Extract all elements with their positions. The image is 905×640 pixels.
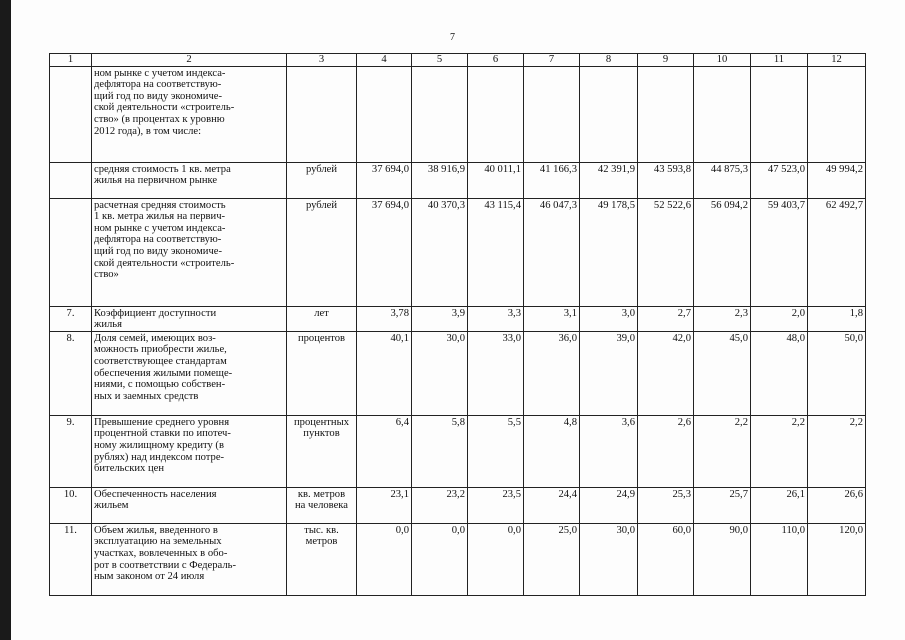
value-cell: 30,0 [412,331,468,415]
column-number-cell: 7 [524,54,580,67]
value-cell: 25,3 [638,487,694,523]
unit-of-measure [287,523,357,595]
description-line: ных и заемных средств [94,390,199,402]
column-number-cell: 10 [694,54,751,67]
value-cell: 1,8 [808,306,866,331]
column-number-cell: 3 [287,54,357,67]
value-cell: 2,6 [638,415,694,487]
value-cell: 3,3 [468,306,524,331]
value-cell: 30,0 [580,523,638,595]
value-cell: 59 403,7 [751,198,808,306]
value-cell: 49 178,5 [580,198,638,306]
unit-line: кв. метров [297,488,346,500]
value-cell [412,66,468,162]
indicator-description [92,306,287,331]
value-cell: 3,0 [580,306,638,331]
value-cell [468,66,524,162]
description-line: соответствующее стандартам [94,355,227,367]
column-number-cell: 12 [808,54,866,67]
value-cell: 23,5 [468,487,524,523]
scan-binding-edge [0,0,11,640]
unit-line: метров [305,536,338,548]
indicator-description [92,66,287,162]
unit-line: рублей [305,199,338,211]
description-line: 2012 года), в том числе: [94,125,202,137]
value-cell [638,66,694,162]
description-line: щий год по виду экономиче- [94,245,223,257]
unit-of-measure [287,198,357,306]
value-cell: 110,0 [751,523,808,595]
table-row [50,487,866,523]
indicator-description [92,487,287,523]
unit-of-measure [287,66,357,162]
value-cell: 45,0 [694,331,751,415]
value-cell: 24,4 [524,487,580,523]
value-cell: 42,0 [638,331,694,415]
value-cell: 3,1 [524,306,580,331]
header-row [50,54,866,67]
description-line: ным законом от 24 июля [94,571,205,583]
row-number: 9. [50,415,92,487]
value-cell: 38 916,9 [412,162,468,198]
value-cell: 25,7 [694,487,751,523]
description-line: ном рынке с учетом индекса- [94,67,226,79]
value-cell: 47 523,0 [751,162,808,198]
value-cell: 42 391,9 [580,162,638,198]
description-line: ской деятельности «строитель- [94,102,235,114]
description-line: ство» (в процентах к уровню [94,113,225,125]
row-number [50,198,92,306]
value-cell [580,66,638,162]
row-number: 7. [50,306,92,331]
description-line: 1 кв. метра жилья на первич- [94,211,226,223]
value-cell: 5,5 [468,415,524,487]
unit-of-measure [287,487,357,523]
description-line: Доля семей, имеющих воз- [94,332,216,344]
value-cell: 0,0 [357,523,412,595]
value-cell: 43 115,4 [468,198,524,306]
row-number: 11. [50,523,92,595]
unit-line: процентных [293,416,350,428]
value-cell: 2,2 [694,415,751,487]
value-cell [357,66,412,162]
description-line: можность приобрести жилье, [94,344,227,356]
description-line: ном рынке с учетом индекса- [94,222,226,234]
indicator-description [92,331,287,415]
value-cell: 26,1 [751,487,808,523]
table-row [50,415,866,487]
value-cell: 46 047,3 [524,198,580,306]
row-number [50,66,92,162]
value-cell [694,66,751,162]
column-number-cell: 2 [92,54,287,67]
value-cell: 23,2 [412,487,468,523]
value-cell [524,66,580,162]
value-cell [808,66,866,162]
description-line: дефлятора на соответствую- [94,234,222,246]
column-number-cell: 6 [468,54,524,67]
description-line: бительских цен [94,463,165,475]
value-cell: 120,0 [808,523,866,595]
unit-line: лет [314,307,329,319]
value-cell: 23,1 [357,487,412,523]
column-number-cell: 8 [580,54,638,67]
row-number [50,162,92,198]
value-cell: 39,0 [580,331,638,415]
description-line: дефлятора на соответствую- [94,79,222,91]
value-cell [751,66,808,162]
unit-line: тыс. кв. [304,524,339,536]
column-number-cell: 5 [412,54,468,67]
value-cell: 37 694,0 [357,198,412,306]
value-cell: 52 522,6 [638,198,694,306]
description-line: средняя стоимость 1 кв. метра [94,163,231,175]
value-cell: 50,0 [808,331,866,415]
table-row [50,198,866,306]
unit-line: рублей [305,163,338,175]
table-row [50,523,866,595]
value-cell: 0,0 [468,523,524,595]
description-line: участках, вовлеченных в обо- [94,547,228,559]
value-cell: 3,9 [412,306,468,331]
column-number-cell: 11 [751,54,808,67]
description-line: процентной ставки по ипотеч- [94,428,231,440]
value-cell: 37 694,0 [357,162,412,198]
description-line: жилья на первичном рынке [94,175,218,187]
description-line: расчетная средняя стоимость [94,199,226,211]
description-line: Коэффициент доступности [94,307,217,319]
indicator-description [92,162,287,198]
description-line: рублях) над индексом потре- [94,451,225,463]
value-cell: 62 492,7 [808,198,866,306]
value-cell: 26,6 [808,487,866,523]
description-line: эксплуатацию на земельных [94,536,222,548]
description-line: ство» [94,269,119,281]
value-cell: 48,0 [751,331,808,415]
value-cell: 90,0 [694,523,751,595]
unit-of-measure [287,162,357,198]
value-cell: 2,0 [751,306,808,331]
value-cell: 60,0 [638,523,694,595]
indicator-description [92,523,287,595]
description-line: рот в соответствии с Федераль- [94,559,237,571]
column-number-cell: 1 [50,54,92,67]
unit-of-measure [287,306,357,331]
row-number: 10. [50,487,92,523]
description-line: жильем [94,500,129,512]
indicator-description [92,415,287,487]
unit-line: пунктов [303,428,340,440]
indicator-description [92,198,287,306]
unit-of-measure [287,331,357,415]
value-cell: 2,7 [638,306,694,331]
table-row [50,331,866,415]
value-cell: 3,78 [357,306,412,331]
table-body [50,54,866,596]
value-cell: 2,2 [808,415,866,487]
value-cell: 36,0 [524,331,580,415]
value-cell: 2,2 [751,415,808,487]
value-cell: 24,9 [580,487,638,523]
value-cell: 49 994,2 [808,162,866,198]
value-cell: 25,0 [524,523,580,595]
description-line: обеспечения жилыми помеще- [94,367,233,379]
description-line: щий год по виду экономиче- [94,90,223,102]
value-cell: 6,4 [357,415,412,487]
indicators-table [49,53,866,596]
value-cell: 41 166,3 [524,162,580,198]
row-number: 8. [50,331,92,415]
table-row [50,306,866,331]
description-line: ному жилищному кредиту (в [94,439,224,451]
value-cell: 44 875,3 [694,162,751,198]
column-number-cell: 9 [638,54,694,67]
value-cell: 33,0 [468,331,524,415]
column-number-cell: 4 [357,54,412,67]
value-cell: 3,6 [580,415,638,487]
page-number: 7 [450,32,455,43]
value-cell: 56 094,2 [694,198,751,306]
description-line: ниями, с помощью собствен- [94,379,226,391]
description-line: жилья [94,319,122,331]
description-line: ской деятельности «строитель- [94,257,235,269]
value-cell: 4,8 [524,415,580,487]
unit-of-measure [287,415,357,487]
table-row [50,66,866,162]
table-row [50,162,866,198]
value-cell: 2,3 [694,306,751,331]
value-cell: 40 011,1 [468,162,524,198]
value-cell: 40,1 [357,331,412,415]
value-cell: 40 370,3 [412,198,468,306]
description-line: Превышение среднего уровня [94,416,230,428]
value-cell: 43 593,8 [638,162,694,198]
description-line: Объем жилья, введенного в [94,524,218,536]
unit-line: на человека [295,500,348,512]
value-cell: 5,8 [412,415,468,487]
value-cell: 0,0 [412,523,468,595]
unit-line: процентов [297,332,346,344]
description-line: Обеспеченность населения [94,488,217,500]
